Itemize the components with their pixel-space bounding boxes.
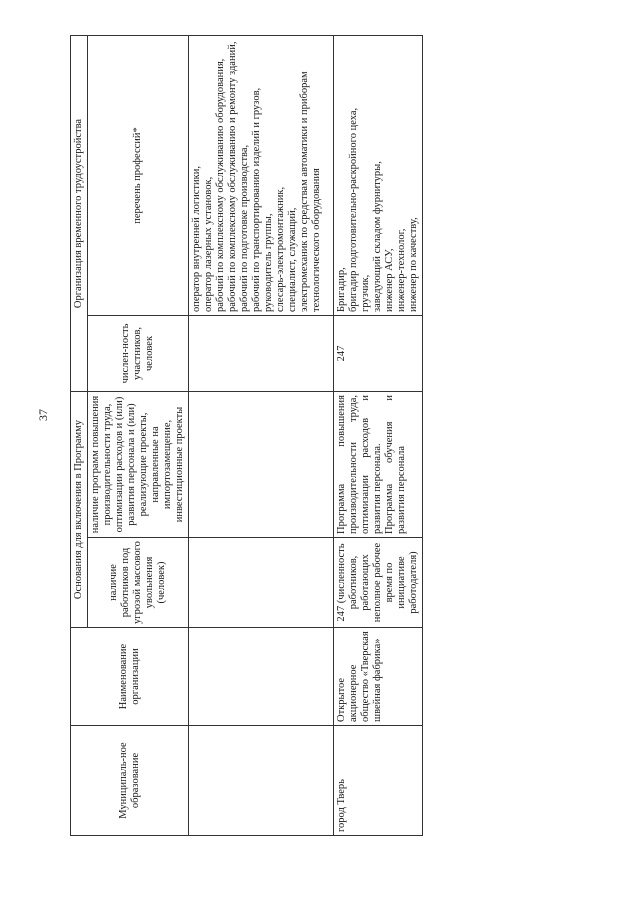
program-table (70, 35, 423, 836)
header-municipality: Муниципаль-ное образование (71, 726, 189, 836)
cell-organization: Открытое акционерное общество «Тверская швейная фабрика» (334, 628, 423, 726)
rotated-table-container (70, 36, 472, 836)
cell-layoff-threat: 247 (численность работников, работающих неполное рабочее время по инициативе работодателя) (334, 538, 423, 628)
cell-municipality (189, 726, 334, 836)
header-participants: числен-ность участников, человек (88, 316, 189, 392)
cell-professions: Бригадир, бригадир подготовительно-раскройного цеха, грузчик, заведующий складом фурнитуры, инженер АСУ, инженер-технолог, инженер по качеству, (334, 36, 423, 316)
header-organization: Наименование организации (71, 628, 189, 726)
header-professions: перечень профессий* (88, 36, 189, 316)
header-programs: наличие программ повышения производительности труда, оптимизации расходов и (или) развития персонала и (или) реализующие проекты, направленные на импортозамещение, инвестиционные проекты (88, 392, 189, 538)
cell-municipality: город Тверь (334, 726, 423, 836)
cell-participants (189, 316, 334, 392)
header-temp-employment-group: Организация временного трудоустройства (71, 36, 88, 392)
header-layoff-threat: наличие работников под угрозой массового увольнения (человек) (88, 538, 189, 628)
cell-programs: Программа повышения производительности труда, оптимизации расходов и развития персонала. Программа обучения и развития персонала (334, 392, 423, 538)
table-row (189, 36, 334, 836)
cell-professions: оператор внутренней логистики, оператор лазерных установок, рабочий по комплексному обслуживанию оборудования, рабочий по комплексному обслуживанию и ремонту зданий, рабочий по подготовке производства, рабочий по транспортированию изделий и грузов, руководитель группы, слесарь-электромонтажник, специалист, служащий, электромеханик по средствам автоматики и приборам технологического оборудования (189, 36, 334, 316)
cell-programs (189, 392, 334, 538)
cell-participants: 247 (334, 316, 423, 392)
cell-layoff-threat (189, 538, 334, 628)
cell-organization (189, 628, 334, 726)
header-reasons-group: Основания для включения в Программу (71, 392, 88, 628)
page-number: 37 (36, 409, 50, 421)
group-header-row (71, 36, 88, 836)
table-row (334, 36, 423, 836)
